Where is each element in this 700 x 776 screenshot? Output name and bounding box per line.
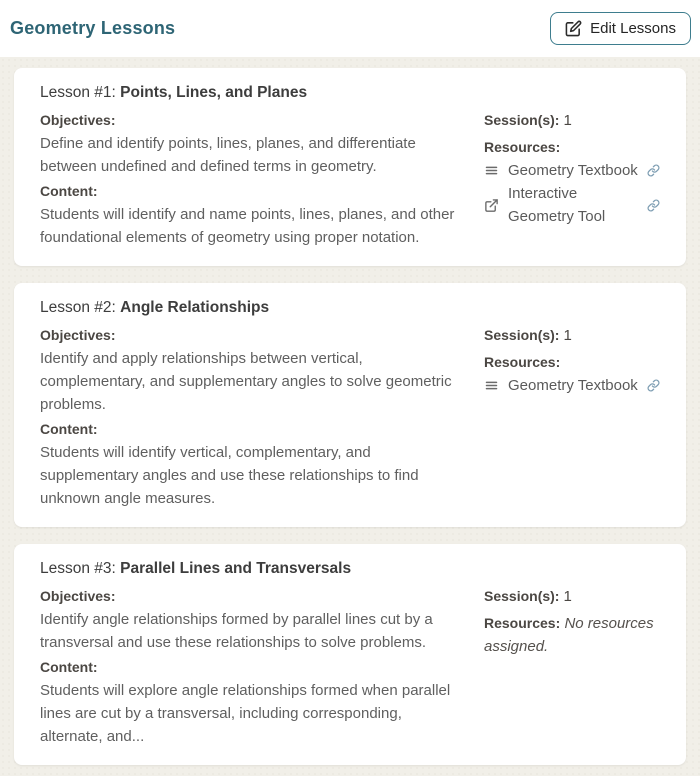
content-label: Content: [40, 183, 98, 199]
objectives-text: Identify and apply relationships between vertical, complementary, and supplementary angles to solve geometric problems. [40, 350, 452, 413]
external-link-icon [484, 198, 499, 213]
sessions-label: Session(s): [484, 588, 560, 604]
sessions-value: 1 [563, 327, 572, 344]
lesson-title [40, 296, 660, 319]
sessions-label: Session(s): [484, 112, 560, 128]
sessions-row [484, 324, 660, 348]
resources-label: Resources: [484, 139, 561, 155]
link-icon[interactable] [647, 199, 660, 212]
resources-empty-row [484, 612, 660, 658]
objectives-label: Objectives: [40, 588, 116, 604]
resources-block [484, 351, 660, 397]
lesson-name: Parallel Lines and Transversals [120, 560, 352, 577]
content-text: Students will identify and name points, lines, planes, and other foundational elements of geometry using proper notation. [40, 206, 455, 246]
page-title: Geometry Lessons [10, 18, 176, 38]
notes-icon [484, 163, 499, 178]
lesson-title [40, 557, 660, 580]
content-text: Students will explore angle relationships formed when parallel lines are cut by a transversal, including corresponding, alternate, and... [40, 682, 451, 745]
resource-item[interactable] [484, 159, 660, 182]
lesson-card-2 [14, 283, 686, 527]
resource-item[interactable] [484, 182, 660, 228]
objectives-label: Objectives: [40, 327, 116, 343]
resource-name: Geometry Textbook [508, 162, 638, 179]
resources-block [484, 136, 660, 228]
sessions-value: 1 [563, 588, 572, 605]
lesson-number: Lesson #1: [40, 84, 116, 101]
no-resources-text: No resources assigned. [484, 615, 654, 655]
edit-lessons-button[interactable] [550, 12, 691, 45]
lessons-list [0, 57, 700, 776]
resource-name: Interactive Geometry Tool [508, 185, 606, 225]
content-label: Content: [40, 659, 98, 675]
lesson-name: Angle Relationships [120, 299, 270, 316]
lesson-number: Lesson #2: [40, 299, 116, 316]
content-label: Content: [40, 421, 98, 437]
objectives-text: Define and identify points, lines, planes, and differentiate between undefined and defined terms in geometry. [40, 135, 416, 175]
sessions-value: 1 [563, 112, 572, 129]
resource-item[interactable] [484, 374, 660, 397]
page-header [0, 0, 700, 57]
lesson-name: Points, Lines, and Planes [120, 84, 308, 101]
sessions-row [484, 585, 660, 609]
lesson-number: Lesson #3: [40, 560, 116, 577]
objectives-text: Identify angle relationships formed by parallel lines cut by a transversal and use these relationships to solve problems. [40, 611, 433, 651]
edit-lessons-button-label: Edit Lessons [590, 20, 676, 37]
link-icon[interactable] [647, 164, 660, 177]
lesson-card-3 [14, 544, 686, 765]
edit-square-icon [565, 20, 582, 37]
resources-label: Resources: [484, 354, 561, 370]
resources-label: Resources: [484, 615, 561, 631]
sessions-row [484, 109, 660, 133]
sessions-label: Session(s): [484, 327, 560, 343]
content-text: Students will identify vertical, complementary, and supplementary angles and use these relationships to find unknown angle measures. [40, 444, 419, 507]
objectives-label: Objectives: [40, 112, 116, 128]
lesson-title [40, 81, 660, 104]
resource-name: Geometry Textbook [508, 377, 638, 394]
lesson-card-1 [14, 68, 686, 266]
link-icon[interactable] [647, 379, 660, 392]
notes-icon [484, 378, 499, 393]
